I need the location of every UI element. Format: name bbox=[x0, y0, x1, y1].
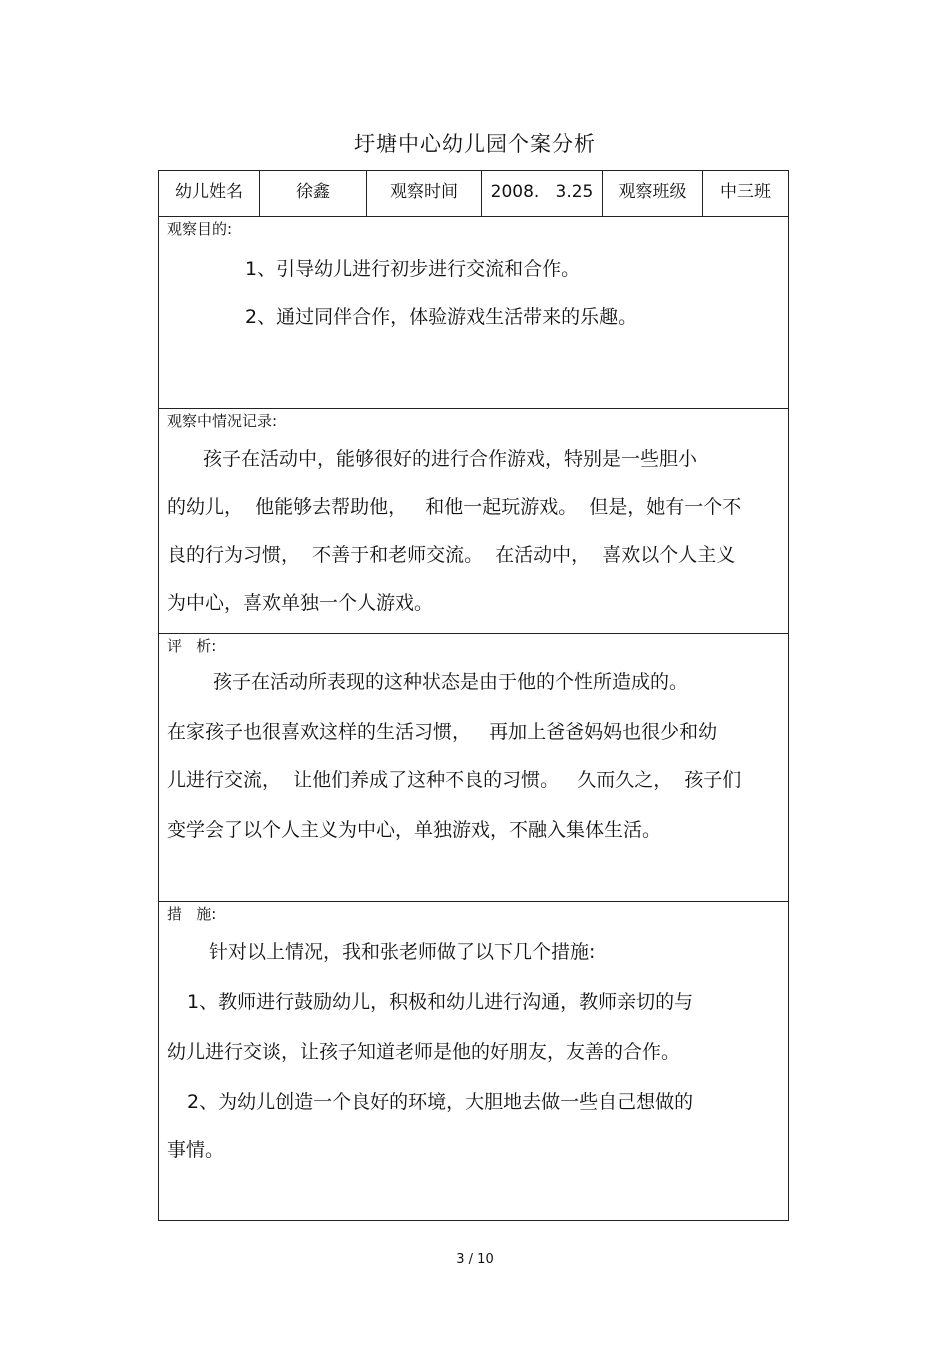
purpose-line: 2、通过同伴合作，体验游戏生活带来的乐趣。 bbox=[245, 306, 638, 328]
purpose-label: 观察目的: bbox=[167, 220, 233, 238]
measures-label: 措 施: bbox=[167, 905, 217, 923]
case-analysis-table bbox=[158, 170, 789, 1221]
record-line: 孩子在活动中，能够很好的进行合作游戏，特别是一些胆小 bbox=[203, 448, 698, 470]
record-section bbox=[159, 409, 788, 634]
measures-line: 1、教师进行鼓励幼儿，积极和幼儿进行沟通，教师亲切的与 bbox=[187, 991, 694, 1013]
observe-time-label: 观察时间 bbox=[367, 171, 482, 216]
measures-line: 针对以上情况，我和张老师做了以下几个措施: bbox=[209, 941, 596, 963]
analysis-line: 儿进行交流， 让他们养成了这种不良的习惯。 久而久之， 孩子们 bbox=[167, 769, 742, 791]
analysis-line: 孩子在活动所表现的这种状态是由于他的个性所造成的。 bbox=[213, 671, 689, 693]
analysis-line: 变学会了以个人主义为中心，单独游戏，不融入集体生活。 bbox=[167, 819, 662, 841]
record-line: 为中心，喜欢单独一个人游戏。 bbox=[167, 592, 434, 614]
record-line: 良的行为习惯， 不善于和老师交流。 在活动中， 喜欢以个人主义 bbox=[167, 544, 736, 566]
observe-class-label: 观察班级 bbox=[603, 171, 703, 216]
child-name-value: 徐鑫 bbox=[260, 171, 367, 216]
measures-line: 2、为幼儿创造一个良好的环境，大胆地去做一些自己想做的 bbox=[187, 1091, 694, 1113]
page-number: 3 / 10 bbox=[456, 1252, 494, 1267]
observe-time-value: 2008. 3.25 bbox=[482, 171, 603, 216]
analysis-section bbox=[159, 634, 788, 902]
child-name-label: 幼儿姓名 bbox=[159, 171, 260, 216]
analysis-label: 评 析: bbox=[167, 637, 217, 655]
observe-class-value: 中三班 bbox=[720, 182, 771, 202]
measures-line: 幼儿进行交谈，让孩子知道老师是他的好朋友，友善的合作。 bbox=[167, 1041, 681, 1063]
purpose-line: 1、引导幼儿进行初步进行交流和合作。 bbox=[245, 258, 581, 280]
measures-line: 事情。 bbox=[167, 1139, 225, 1161]
analysis-line: 在家孩子也很喜欢这样的生活习惯， 再加上爸爸妈妈也很少和幼 bbox=[167, 721, 718, 743]
measures-section bbox=[159, 902, 788, 1220]
record-line: 的幼儿， 他能够去帮助他， 和他一起玩游戏。 但是，她有一个不 bbox=[167, 496, 742, 518]
purpose-section bbox=[159, 217, 788, 409]
record-label: 观察中情况记录: bbox=[167, 412, 278, 430]
info-row bbox=[159, 171, 788, 217]
document-title: 圩塘中心幼儿园个案分析 bbox=[354, 132, 596, 156]
